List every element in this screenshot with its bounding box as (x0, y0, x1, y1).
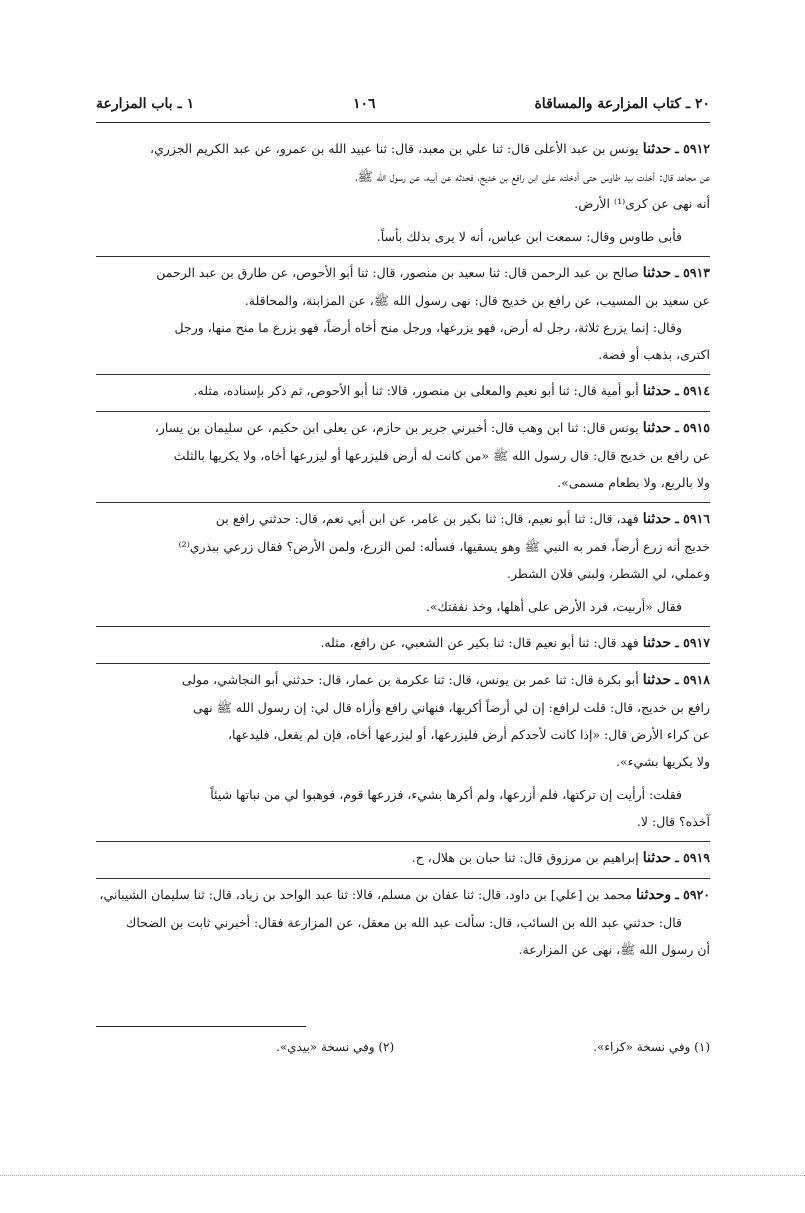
hadith-keyword: حدثنا (642, 420, 672, 436)
hadith-line: عن كراء الأرض قال: «إذا كانت لأحدكم أرض فليزرعها، أو ليزرعها أخاه، فإن لم يفعل، فليدعها، (227, 727, 710, 742)
hadith-number: ٥٩١٥ ـ (675, 420, 710, 435)
hadith-5917 (96, 629, 710, 664)
footnote-2: (٢) وفي نسخة «بيدي». (276, 1040, 395, 1054)
footnotes (96, 1040, 710, 1054)
page-edge-line (0, 1175, 805, 1176)
hadith-line: رافع بن خديج، قال: قلت لرافع: إن لي أرضاً أكريها، فنهاني رافع وأراه قال لي: إن رسول الله ﷺ نهى (192, 700, 710, 715)
hadith-separator (96, 374, 710, 375)
header-rule (96, 122, 710, 123)
hadith-line: ٥٩١٩ ـ حدثنا إبراهيم بن مرزوق قال: ثنا حبان بن هلال، ح. (411, 850, 710, 866)
hadith-line: ٥٩١٣ ـ حدثنا صالح بن عبد الرحمن قال: ثنا سعيد بن منصور، قال: ثنا أبو الأحوص، عن طارق بن عبد الرحمن (156, 265, 710, 281)
footnote-rule (96, 1026, 306, 1027)
hadith-line: ولا يكريها بشيء». (616, 754, 710, 769)
hadith-line: ٥٩١٤ ـ حدثنا أبو أمية قال: ثنا أبو نعيم والمعلى بن منصور، قالا: ثنا أبو الأحوص، ثم ذكر بإسناده، مثله. (193, 383, 710, 399)
hadith-keyword: حدثنا (642, 141, 672, 157)
hadith-line: ٥٩١٦ ـ حدثنا فهد، قال: ثنا أبو نعيم، قال: ثنا بكير بن عامر، عن ابن أبي نعم، قال: حدثني رافع بن (215, 511, 710, 527)
hadith-line: اكترى، بذهب أو فضة. (598, 347, 710, 362)
hadith-line: وقال: إنما يزرع ثلاثة، رجل له أرض، فهو يزرعها، ورجل منح أخاه أرضاً، فهو يزرع ما منح منها، ورجل (174, 320, 682, 335)
hadith-keyword: حدثنا (642, 850, 672, 866)
hadith-line: عن مجاهد قال: أخذت بيد طاوس حتى أدخلته على ابن رافع بن خديج، فحدثه عن أبيه، عن رسول الله ﷺ، (355, 169, 710, 184)
hadith-line: ٥٩١٧ ـ حدثنا فهد قال: ثنا أبو نعيم قال: ثنا بكير عن الشعبي، عن رافع، مثله. (320, 635, 710, 651)
hadith-number: ٥٩٢٠ ـ (675, 887, 710, 902)
hadith-separator (96, 841, 710, 842)
hadith-separator (96, 626, 710, 627)
hadith-number: ٥٩١٦ ـ (675, 511, 710, 526)
hadith-line: قال: حدثني عبد الله بن السائب، قال: سألت عبد الله بن معقل، عن المزارعة فقال: أخبرني ثابت بن الضحاك (126, 915, 682, 930)
hadith-line: عن رافع بن خديج قال: قال رسول الله ﷺ «من كانت له أرض فليزرعها أو ليزرعها أخاه، ولا يكريها بالثلث (173, 448, 710, 463)
hadith-keyword: حدثنا (642, 511, 672, 527)
hadith-keyword: حدثنا (642, 672, 672, 688)
hadith-5916 (96, 505, 710, 627)
hadith-paragraph: فقلت: أرأيت إن تركتها، فلم أزرعها، ولم أكرها بشيء، فزرعها قوم، فوهبوا لي من نباتها شيئاً (210, 787, 682, 802)
running-header (96, 96, 710, 112)
hadith-separator (96, 663, 710, 664)
hadith-line: ولا بالربع، ولا بطعام مسمى». (557, 475, 710, 490)
hadith-paragraph: فأبى طاوس وقال: سمعت ابن عباس، أنه لا يرى بذلك بأساً. (376, 229, 682, 244)
hadith-paragraph: فقال «أربيت، فرد الأرض على أهلها، وخذ نفقتك». (425, 599, 682, 614)
hadith-keyword: حدثنا (642, 265, 672, 281)
hadith-number: ٥٩١٩ ـ (675, 850, 710, 865)
hadith-5912 (96, 135, 710, 257)
hadith-5913 (96, 259, 710, 375)
hadith-5915 (96, 414, 710, 503)
hadith-keyword: حدثنا (642, 383, 672, 399)
hadith-number: ٥٩١٧ ـ (675, 635, 710, 650)
hadith-number: ٥٩١٤ ـ (675, 383, 710, 398)
hadith-number: ٥٩١٣ ـ (675, 265, 710, 280)
header-section-title: ١ ـ باب المزارعة (96, 96, 195, 112)
hadith-paragraph: آخذه؟ قال: لا. (636, 814, 710, 829)
hadith-line: ٥٩٢٠ ـ وحدثنا محمد بن [علي] بن داود، قال: ثنا عفان بن مسلم، قالا: ثنا عبد الواحد بن زياد، قال: ثنا سليمان الشيباني، (99, 887, 710, 903)
hadith-separator (96, 411, 710, 412)
main-text (96, 135, 710, 963)
hadith-line: وعملي، لي الشطر، ولبني فلان الشطر. (506, 566, 710, 581)
hadith-line: ٥٩١٥ ـ حدثنا يونس قال: ثنا ابن وهب قال: أخبرني جرير بن حازم، عن يعلى ابن حكيم، عن سليمان بن يسار، (154, 420, 710, 436)
hadith-5920 (96, 881, 710, 963)
hadith-number: ٥٩١٨ ـ (675, 672, 710, 687)
hadith-separator (96, 502, 710, 503)
hadith-number: ٥٩١٢ ـ (675, 141, 710, 156)
footnote-1: (١) وفي نسخة «كراء». (593, 1040, 710, 1054)
hadith-line: أن رسول الله ﷺ، نهى عن المزارعة. (518, 942, 710, 957)
hadith-5919 (96, 844, 710, 879)
page-number: ١٠٦ (353, 96, 376, 112)
hadith-line: ٥٩١٢ ـ حدثنا يونس بن عبد الأعلى قال: ثنا علي بن معبد، قال: ثنا عبيد الله بن عمرو، عن عبد الكريم الجزري، (150, 141, 710, 157)
hadith-separator (96, 878, 710, 879)
hadith-keyword: حدثنا (642, 635, 672, 651)
hadith-line: أنه نهى عن كرى⁽¹⁾ الأرض. (574, 196, 710, 211)
hadith-separator (96, 256, 710, 257)
hadith-5914 (96, 377, 710, 412)
hadith-line: عن سعيد بن المسيب، عن رافع بن خديج قال: نهى رسول الله ﷺ، عن المزابنة، والمحاقلة. (244, 293, 710, 308)
header-chapter-title: ٢٠ ـ كتاب المزارعة والمساقاة (534, 96, 710, 112)
hadith-keyword: وحدثنا (635, 887, 672, 903)
hadith-line: خديج أنه زرع أرضاً، فمر به النبي ﷺ وهو يسقيها، فسأله: لمن الزرع، ولمن الأرض؟ فقال زرعي ببذري⁽²⁾ (178, 539, 710, 554)
hadith-line: ٥٩١٨ ـ حدثنا أبو بكرة قال: ثنا عمر بن يونس، قال: ثنا عكرمة بن عمار، قال: حدثني أبو النجاشي، مولى (181, 672, 710, 688)
hadith-5918 (96, 666, 710, 842)
